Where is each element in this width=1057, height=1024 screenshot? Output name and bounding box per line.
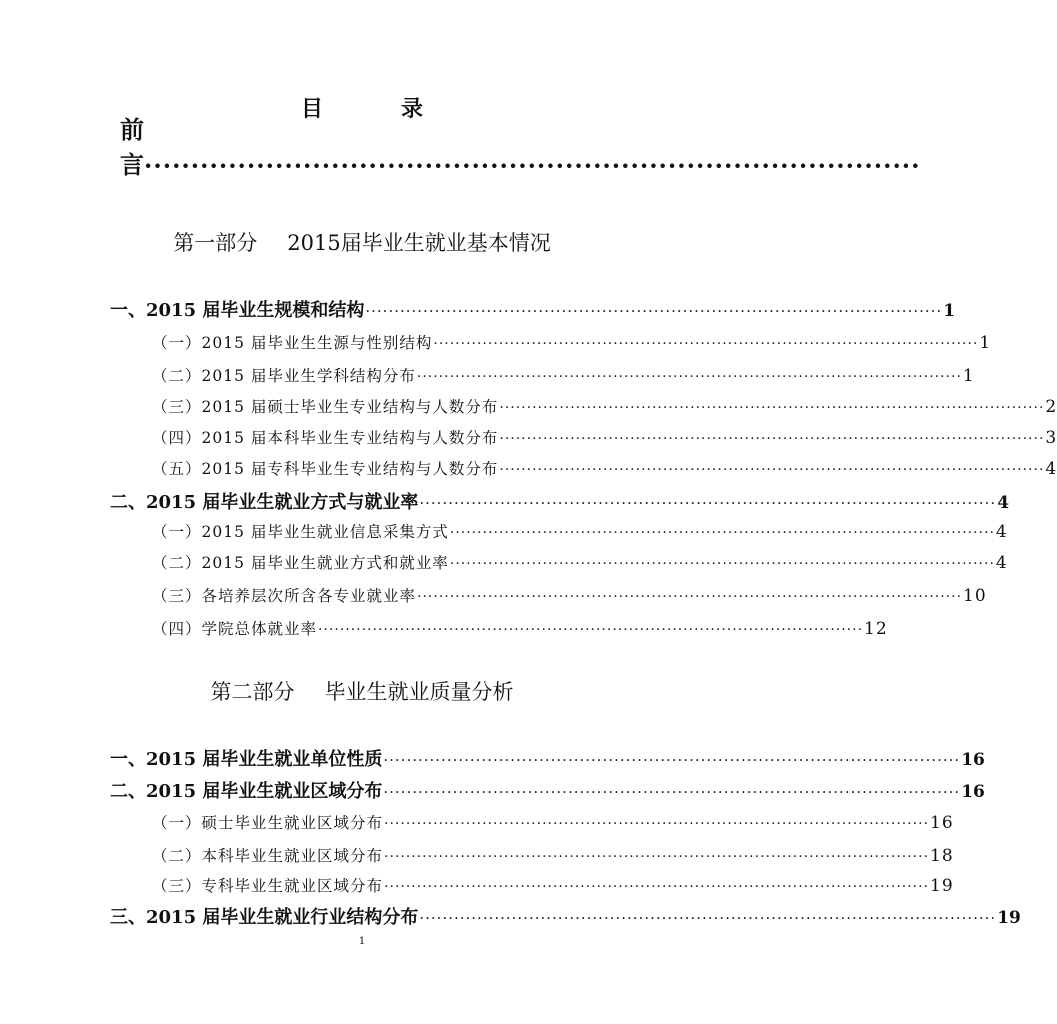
dot-leader: ···································································································· xyxy=(499,431,1045,447)
toc-entry-label: （三）2015 届硕士毕业生专业结构与人数分布 xyxy=(152,398,499,416)
toc-entry[interactable] xyxy=(152,426,1057,448)
dot-leader: ···································································································· xyxy=(384,849,930,865)
toc-entry-page: 4 xyxy=(1045,459,1057,479)
part-two-heading xyxy=(0,676,724,706)
toc-entry-page: 4 xyxy=(997,493,1010,513)
toc-entry-page: 18 xyxy=(930,846,954,866)
toc-entry[interactable] xyxy=(152,811,954,833)
part-one-number: 第一部分 xyxy=(173,231,258,255)
toc-entry[interactable] xyxy=(152,520,1008,542)
dot-leader: ···································································································· xyxy=(365,302,943,320)
toc-entry[interactable] xyxy=(152,844,954,866)
dot-leader: ···································································································· xyxy=(433,336,979,352)
page-title: 目 录 xyxy=(300,96,451,122)
toc-entry-label: （二）2015 届毕业生学科结构分布 xyxy=(152,367,416,385)
page-number: 1 xyxy=(358,936,366,947)
toc-entry[interactable] xyxy=(152,457,1057,479)
toc-entry-label: （二）2015 届毕业生就业方式和就业率 xyxy=(152,554,449,572)
toc-entry-label: （一）硕士毕业生就业区域分布 xyxy=(152,814,384,832)
toc-entry-label: （二）本科毕业生就业区域分布 xyxy=(152,847,384,865)
toc-entry-label: （四）2015 届本科毕业生专业结构与人数分布 xyxy=(152,429,499,447)
toc-entry-page: 4 xyxy=(995,553,1008,573)
dot-leader: ···································································································· xyxy=(499,462,1045,478)
toc-entry[interactable] xyxy=(152,395,1057,417)
toc-entry-label: （三）专科毕业生就业区域分布 xyxy=(152,877,384,895)
toc-entry-label: 二、2015 届毕业生就业区域分布 xyxy=(110,781,383,802)
toc-entry[interactable] xyxy=(110,488,1010,514)
toc-entry-page: 16 xyxy=(961,782,985,802)
toc-entry[interactable] xyxy=(110,745,985,771)
dot-leader: ···································································································· xyxy=(384,879,930,895)
toc-entry-page: 19 xyxy=(997,908,1021,928)
toc-entry[interactable] xyxy=(110,296,956,322)
toc-entry[interactable] xyxy=(152,551,1008,573)
toc-preface[interactable] xyxy=(120,115,921,180)
part-two-title: 毕业生就业质量分析 xyxy=(324,680,514,704)
toc-entry-page: 1 xyxy=(979,333,992,353)
toc-entry-page: 1 xyxy=(962,366,975,386)
toc-entry-page: 3 xyxy=(1045,428,1057,448)
toc-entry-label: 一、2015 届毕业生就业单位性质 xyxy=(110,749,383,770)
dot-leader: ···································································································· xyxy=(383,751,961,769)
toc-entry[interactable] xyxy=(152,584,987,606)
toc-entry-label: （三）各培养层次所含各专业就业率 xyxy=(152,587,417,605)
toc-entry[interactable] xyxy=(110,777,985,803)
toc-entry-page: 1 xyxy=(943,301,956,321)
toc-entry-label: （一）2015 届毕业生就业信息采集方式 xyxy=(152,523,449,541)
dot-leader: ···································································································· xyxy=(449,525,995,541)
toc-entry-page: 16 xyxy=(961,750,985,770)
toc-entry[interactable] xyxy=(152,331,992,353)
preface-label: 前言 xyxy=(120,115,144,179)
dot-leader: ···································································································· xyxy=(416,369,962,385)
dot-leader: ··················································································· xyxy=(144,151,921,180)
dot-leader: ···································································································· xyxy=(417,589,963,605)
toc-entry-label: （一）2015 届毕业生生源与性别结构 xyxy=(152,334,433,352)
toc-entry-label: 三、2015 届毕业生就业行业结构分布 xyxy=(110,907,419,928)
part-two-number: 第二部分 xyxy=(210,680,295,704)
dot-leader: ···································································································· xyxy=(499,400,1045,416)
toc-entry-page: 16 xyxy=(930,813,954,833)
toc-entry-label: 二、2015 届毕业生就业方式与就业率 xyxy=(110,492,419,513)
toc-entry-label: （五）2015 届专科毕业生专业结构与人数分布 xyxy=(152,460,499,478)
toc-entry[interactable] xyxy=(152,364,975,386)
dot-leader: ···································································································· xyxy=(419,494,997,512)
toc-entry[interactable] xyxy=(152,617,888,639)
dot-leader: ···································································································· xyxy=(449,556,995,572)
dot-leader: ···································································································· xyxy=(318,622,864,638)
toc-entry-page: 12 xyxy=(864,619,888,639)
toc-entry-page: 10 xyxy=(963,586,987,606)
toc-entry-page: 2 xyxy=(1045,397,1057,417)
toc-entry[interactable] xyxy=(152,874,954,896)
dot-leader: ···································································································· xyxy=(384,816,930,832)
toc-entry-label: 一、2015 届毕业生规模和结构 xyxy=(110,300,365,321)
part-one-heading xyxy=(0,227,724,257)
toc-entry[interactable] xyxy=(110,903,1021,929)
toc-entry-page: 4 xyxy=(995,522,1008,542)
dot-leader: ···································································································· xyxy=(419,909,997,927)
dot-leader: ···································································································· xyxy=(383,783,961,801)
part-one-title: 2015届毕业生就业基本情况 xyxy=(287,231,551,255)
toc-entry-page: 19 xyxy=(930,876,954,896)
toc-entry-label: （四）学院总体就业率 xyxy=(152,620,318,638)
